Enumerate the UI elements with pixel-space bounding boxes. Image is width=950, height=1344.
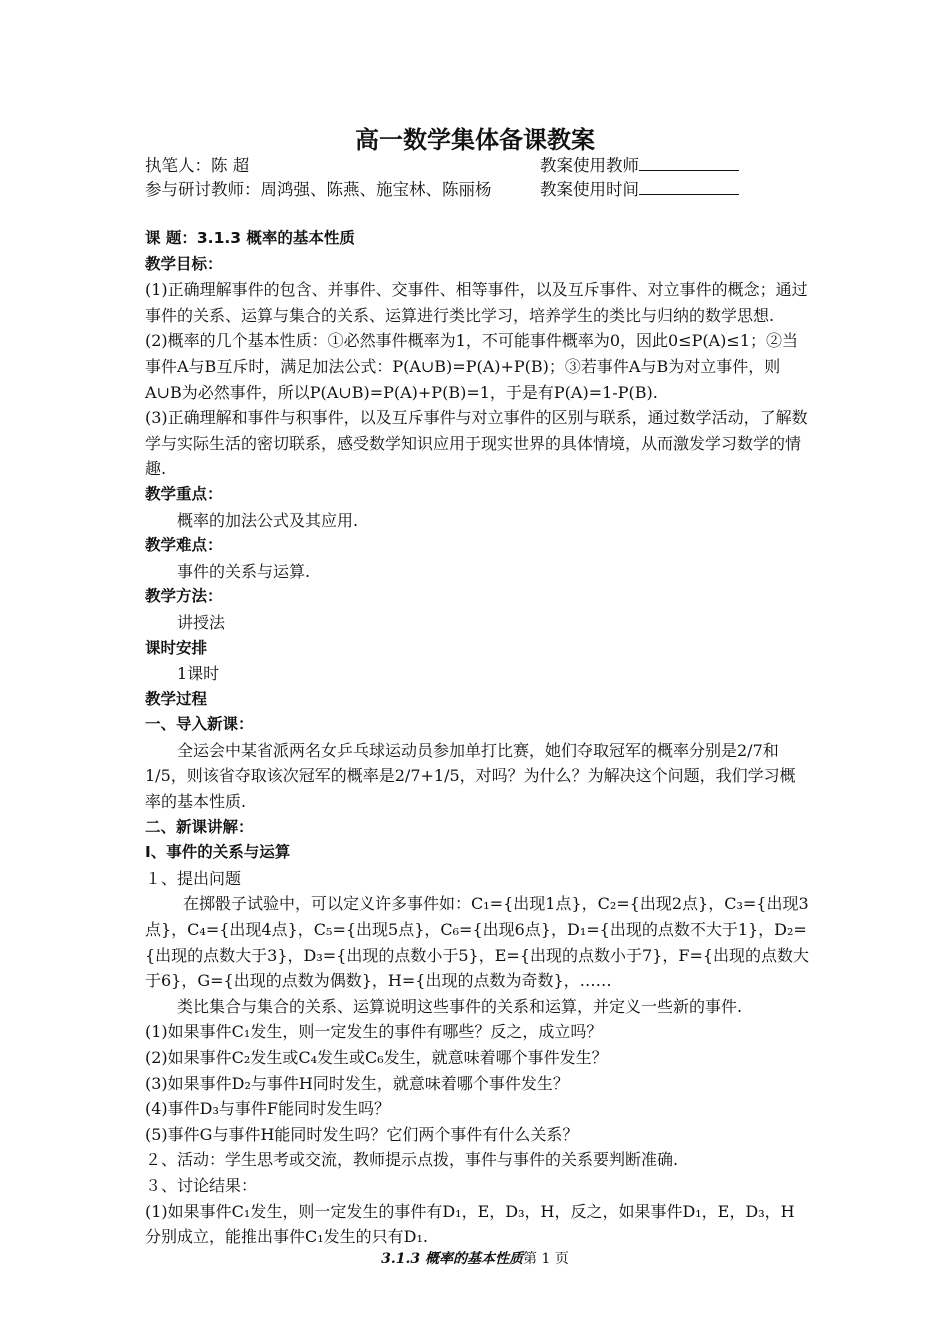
question-4: (4)事件D₃与事件F能同时发生吗？ (145, 1099, 391, 1119)
question-2: (2)如果事件C₂发生或C₄发生或C₆发生，就意味着哪个事件发生？ (145, 1048, 608, 1067)
topic-line: 课 题：3.1.3 概率的基本性质 (145, 229, 355, 247)
new-lesson-heading: 二、新课讲解： (145, 817, 254, 836)
lesson-body (145, 226, 810, 1250)
question-3: (3)如果事件D₂与事件H同时发生，就意味着哪个事件发生？ (145, 1073, 569, 1093)
step-3: ３、讨论结果： (145, 1175, 258, 1195)
question-5: (5)事件G与事件H能同时发生吗？它们两个事件有什么关系？ (145, 1124, 579, 1144)
key-heading: 教学重点： (145, 484, 223, 503)
step-2: ２、活动：学生思考或交流，教师提示点拨，事件与事件的关系要判断准确. (145, 1150, 679, 1170)
author-label: 执笔人：陈 超 (145, 156, 250, 175)
goal-3: (3)正确理解和事件与积事件，以及互斥事件与对立事件的区别与联系，通过数学活动，了解数学与实际生活的密切联系，感受数学知识应用于现实世界的具体情境，从而激发学习数学的情趣. (145, 408, 808, 479)
teacher-blank (639, 154, 739, 171)
time-label: 教案使用时间 (540, 180, 639, 199)
result-1: (1)如果事件C₁发生，则一定发生的事件有D₁，E，D₃，H，反之，如果事件D₁，E，D₃，H分别成立，能推出事件C₁发生的只有D₁. (145, 1201, 795, 1247)
goals-heading: 教学目标： (145, 254, 223, 273)
schedule-text: 1课时 (177, 664, 220, 684)
participants-label: 参与研讨教师：周鸿强、陈燕、施宝林、陈丽杨 (145, 180, 492, 199)
step-1: １、提出问题 (145, 868, 242, 888)
difficulty-heading: 教学难点： (145, 536, 223, 555)
schedule-heading: 课时安排 (145, 638, 208, 657)
page-footer (0, 1248, 950, 1268)
goal-2: (2)概率的几个基本性质：①必然事件概率为1，不可能事件概率为0，因此0≤P(A)≤1；②当事件A与B互斥时，满足加法公式：P(A∪B)=P(A)+P(B)；③若事件A与B为对立事件，则A∪B为必然事件，所以P(A∪B)=P(A)+P(B)=1，于是有P(A)=1-P(B). (145, 331, 799, 402)
method-heading: 教学方法： (145, 587, 223, 606)
process-heading: 教学过程 (145, 689, 208, 708)
goal-1: (1)正确理解事件的包含、并事件、交事件、相等事件，以及互斥事件、对立事件的概念；通过事件的关系、运算与集合的关系、运算进行类比学习，培养学生的类比与归纳的数学思想. (145, 280, 808, 325)
intro-text: 全运会中某省派两名女乒乓球运动员参加单打比赛，她们夺取冠军的概率分别是2/7和1/5，则该省夺取该次冠军的概率是2/7+1/5，对吗？为什么？为解决这个问题，我们学习概率的基本性质. (145, 740, 796, 812)
time-blank (639, 178, 739, 195)
footer-page-number: 第 1 页 (523, 1251, 569, 1267)
page-title: 高一数学集体备课教案 (355, 126, 595, 154)
section1-heading: Ⅰ、事件的关系与运算 (145, 843, 291, 862)
footer-doc-name: 3.1.3 概率的基本性质 (381, 1251, 524, 1267)
key-text: 概率的加法公式及其应用. (177, 510, 359, 530)
meta-row-author (145, 152, 765, 176)
method-text: 讲授法 (177, 612, 226, 632)
meta-row-participants (145, 176, 765, 200)
analogy-text: 类比集合与集合的关系、运算说明这些事件的关系和运算，并定义一些新的事件. (177, 996, 743, 1016)
question-1: (1)如果事件C₁发生，则一定发生的事件有哪些？反之，成立吗？ (145, 1022, 603, 1042)
intro-heading: 一、导入新课： (145, 715, 254, 734)
teacher-label: 教案使用教师 (540, 156, 639, 175)
dice-text: 在掷骰子试验中，可以定义许多事件如：C₁={出现1点}，C₂={出现2点}，C₃={出现3点}，C₄={出现4点}，C₅={出现5点}，C₆={出现6点}，D₁={出现的点数不大于1}，D₂={出现的点数大于3}，D₃={出现的点数小于5}，E={出现的点数小于7}，F={出现的点数大于6}，G={出现的点数为偶数}，H={出现的点数为奇数}，…… (145, 894, 810, 991)
difficulty-text: 事件的关系与运算. (177, 561, 311, 581)
